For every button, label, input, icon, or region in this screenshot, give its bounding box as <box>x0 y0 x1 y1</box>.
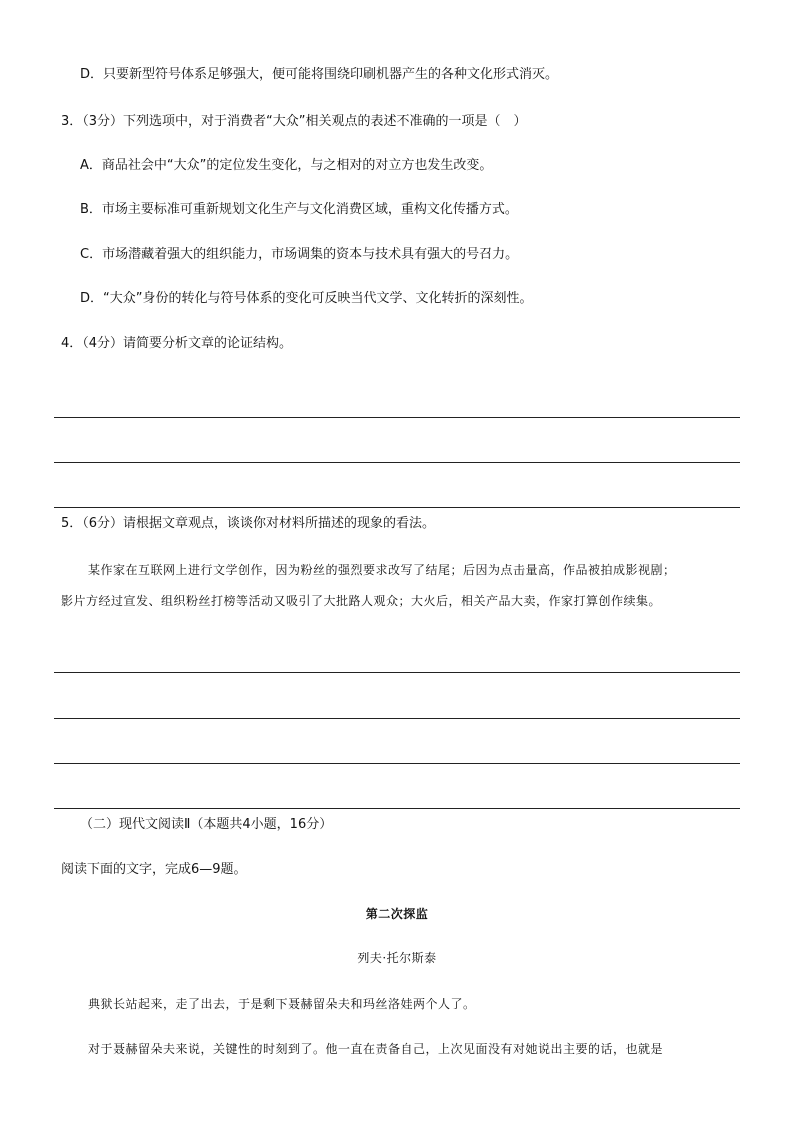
answer-line <box>54 672 740 673</box>
answer-line <box>54 718 740 719</box>
q5-material-line: 影片方经过宣发、组织粉丝打榜等活动又吸引了大批路人观众；大火后，相关产品大卖，作家打算创作续集。 <box>61 594 662 608</box>
answer-line <box>54 417 740 418</box>
q3-option-c: C．市场潜藏着强大的组织能力，市场调集的资本与技术具有强大的号召力。 <box>80 247 519 262</box>
q3-option-d: D．“大众”身份的转化与符号体系的变化可反映当代文学、文化转折的深刻性。 <box>80 291 533 306</box>
q3-option-b: B．市场主要标准可重新规划文化生产与文化消费区域，重构文化传播方式。 <box>80 202 518 217</box>
answer-line <box>54 507 740 508</box>
q2-option-d: D．只要新型符号体系足够强大，便可能将围绕印刷机器产生的各种文化形式消灭。 <box>80 67 559 82</box>
answer-line <box>54 462 740 463</box>
article-title: 第二次探监 <box>365 907 429 921</box>
q4-stem: 4．（4分）请简要分析文章的论证结构。 <box>61 336 293 351</box>
article-paragraph: 典狱长站起来，走了出去，于是剩下聂赫留朵夫和玛丝洛娃两个人了。 <box>88 997 476 1011</box>
answer-line <box>54 808 740 809</box>
q3-option-a: A．商品社会中“大众”的定位发生变化，与之相对的对立方也发生改变。 <box>80 158 493 173</box>
article-author: 列夫·托尔斯泰 <box>357 951 437 965</box>
section-heading: （二）现代文阅读Ⅱ（本题共4小题，16分） <box>80 817 333 832</box>
article-paragraph: 对于聂赫留朵夫来说，关键性的时刻到了。他一直在责备自己，上次见面没有对她说出主要的话，也就是 <box>88 1042 664 1056</box>
answer-line <box>54 763 740 764</box>
q3-stem: 3．（3分）下列选项中，对于消费者“大众”相关观点的表述不准确的一项是（ ） <box>61 114 527 129</box>
q5-material-line: 某作家在互联网上进行文学创作，因为粉丝的强烈要求改写了结尾；后因为点击量高，作品被拍成影视剧； <box>88 563 676 577</box>
section-instruction: 阅读下面的文字，完成6—9题。 <box>61 862 247 877</box>
q5-stem: 5．（6分）请根据文章观点，谈谈你对材料所描述的现象的看法。 <box>61 516 436 531</box>
